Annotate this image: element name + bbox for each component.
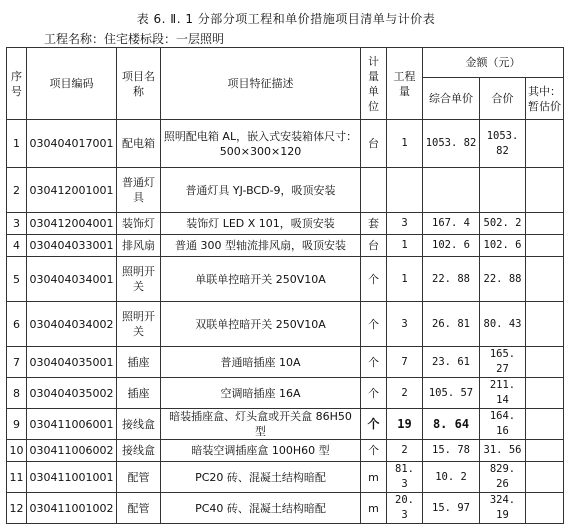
table-row [7,462,564,493]
row-seq: 1 [7,120,27,168]
row-code: 030404035001 [27,347,117,378]
row-unit-price: 105. 57 [423,378,480,409]
header-name: 项目名称 [117,48,161,120]
table-row [7,120,564,168]
row-provisional [526,120,564,168]
row-code: 030412001001 [27,168,117,213]
row-unit-price: 102. 6 [423,235,480,257]
row-provisional [526,257,564,302]
row-desc: 普通暗插座 10A [161,347,361,378]
row-provisional [526,462,564,493]
table-row [7,302,564,347]
table-body [7,120,564,524]
row-code: 030411001002 [27,493,117,524]
header-provisional: 其中：暂估价 [526,78,564,120]
row-unit-price: 15. 78 [423,440,480,462]
row-name: 配电箱 [117,120,161,168]
row-desc: 空调暗插座 16A [161,378,361,409]
row-name: 照明开关 [117,302,161,347]
table-title: 表 6. Ⅱ. 1 分部分项工程和单价措施项目清单与计价表 [136,12,436,26]
row-name: 配管 [117,493,161,524]
row-seq: 3 [7,213,27,235]
table-row [7,378,564,409]
row-total: 1053. 82 [480,120,526,168]
row-desc: PC20 砖、混凝土结构暗配 [161,462,361,493]
row-code: 030404034002 [27,302,117,347]
row-provisional [526,235,564,257]
row-unit-price: 23. 61 [423,347,480,378]
row-unit: 套 [361,213,387,235]
row-seq: 10 [7,440,27,462]
row-total: 102. 6 [480,235,526,257]
row-provisional [526,409,564,440]
row-qty: 1 [387,235,423,257]
row-provisional [526,213,564,235]
row-code: 030404017001 [27,120,117,168]
row-desc: 装饰灯 LED X 101，吸顶安装 [161,213,361,235]
row-code: 030411006001 [27,409,117,440]
row-total: 22. 88 [480,257,526,302]
row-desc: PC40 砖、混凝土结构暗配 [161,493,361,524]
table-row [7,168,564,213]
row-seq: 5 [7,257,27,302]
row-total: 829. 26 [480,462,526,493]
row-unit: 个 [361,347,387,378]
row-desc: 普通 300 型轴流排风扇，吸顶安装 [161,235,361,257]
row-name: 接线盒 [117,440,161,462]
row-total [480,168,526,213]
row-name: 照明开关 [117,257,161,302]
table-row [7,493,564,524]
row-name: 普通灯具 [117,168,161,213]
row-code: 030412004001 [27,213,117,235]
row-unit-price: 26. 81 [423,302,480,347]
table-row [7,235,564,257]
row-unit: m [361,462,387,493]
row-unit: 个 [361,378,387,409]
row-qty: 20. 3 [387,493,423,524]
row-qty: 81. 3 [387,462,423,493]
row-total: 211. 14 [480,378,526,409]
row-total: 31. 56 [480,440,526,462]
row-unit: 个 [361,440,387,462]
header-desc: 项目特征描述 [161,48,361,120]
row-unit: m [361,493,387,524]
row-name: 装饰灯 [117,213,161,235]
row-code: 030411001001 [27,462,117,493]
header-qty: 工程量 [387,48,423,120]
row-qty: 1 [387,257,423,302]
header-code: 项目编码 [27,48,117,120]
table-row [7,257,564,302]
row-unit: 个 [361,409,387,440]
table-row [7,409,564,440]
header-seq: 序号 [7,48,27,120]
row-total: 80. 43 [480,302,526,347]
row-unit [361,168,387,213]
row-seq: 2 [7,168,27,213]
row-provisional [526,347,564,378]
row-total: 502. 2 [480,213,526,235]
row-desc: 照明配电箱 AL，嵌入式安装箱体尺寸：500×300×120 [161,120,361,168]
row-qty: 2 [387,378,423,409]
row-desc: 暗装插座盒、灯头盒或开关盒 86H50 型 [161,409,361,440]
row-unit-price: 1053. 82 [423,120,480,168]
row-code: 030404034001 [27,257,117,302]
row-seq: 6 [7,302,27,347]
row-name: 插座 [117,347,161,378]
row-unit: 个 [361,302,387,347]
row-desc: 暗装空调插座盒 100H60 型 [161,440,361,462]
row-provisional [526,378,564,409]
row-provisional [526,302,564,347]
row-unit: 台 [361,120,387,168]
row-unit-price: 22. 88 [423,257,480,302]
table-row [7,213,564,235]
row-code: 030404033001 [27,235,117,257]
row-qty: 2 [387,440,423,462]
row-qty: 7 [387,347,423,378]
row-total: 324. 19 [480,493,526,524]
row-unit-price: 15. 97 [423,493,480,524]
row-code: 030404035002 [27,378,117,409]
row-seq: 7 [7,347,27,378]
row-code: 030411006002 [27,440,117,462]
row-name: 插座 [117,378,161,409]
row-qty: 19 [387,409,423,440]
row-seq: 12 [7,493,27,524]
row-seq: 11 [7,462,27,493]
row-provisional [526,493,564,524]
table-row [7,347,564,378]
row-seq: 8 [7,378,27,409]
row-unit: 个 [361,257,387,302]
row-total: 164. 16 [480,409,526,440]
bill-of-quantities-table [6,47,564,524]
header-amount: 金额（元） [423,48,564,78]
row-qty: 3 [387,302,423,347]
row-unit: 台 [361,235,387,257]
row-seq: 9 [7,409,27,440]
row-qty: 3 [387,213,423,235]
row-total: 165. 27 [480,347,526,378]
row-unit-price [423,168,480,213]
row-seq: 4 [7,235,27,257]
row-qty: 1 [387,120,423,168]
row-name: 接线盒 [117,409,161,440]
header-total: 合价 [480,78,526,120]
row-name: 配管 [117,462,161,493]
project-name-line: 工程名称：住宅楼标段：一层照明 [44,32,225,46]
row-desc: 单联单控暗开关 250V10A [161,257,361,302]
row-unit-price: 10. 2 [423,462,480,493]
row-desc: 普通灯具 YJ-BCD-9，吸顶安装 [161,168,361,213]
table-row [7,440,564,462]
row-provisional [526,168,564,213]
row-provisional [526,440,564,462]
row-desc: 双联单控暗开关 250V10A [161,302,361,347]
row-name: 排风扇 [117,235,161,257]
header-unit: 计量单位 [361,48,387,120]
header-unit-price: 综合单价 [423,78,480,120]
row-unit-price: 8. 64 [423,409,480,440]
row-qty [387,168,423,213]
row-unit-price: 167. 4 [423,213,480,235]
